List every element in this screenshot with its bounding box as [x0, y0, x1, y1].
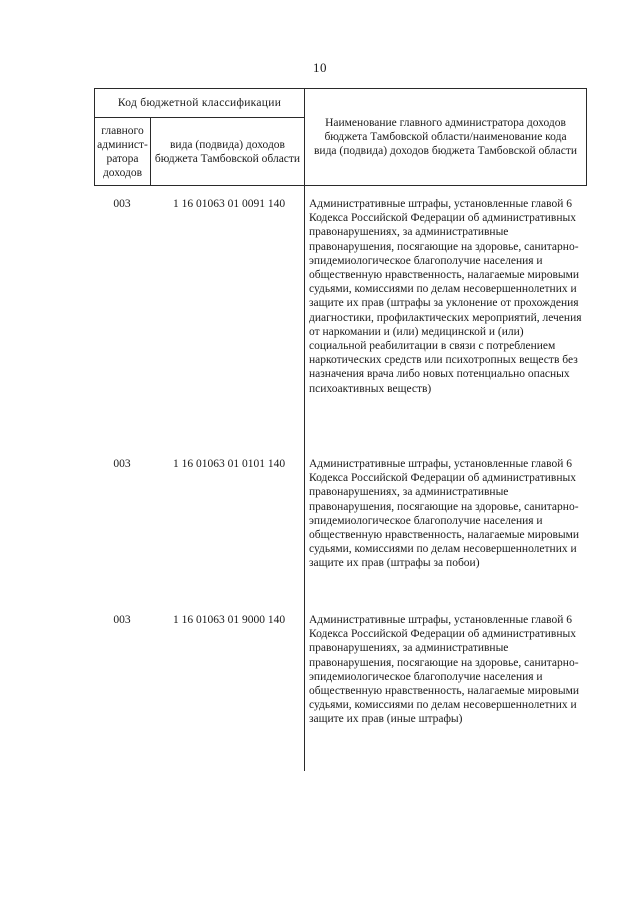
revenue-code-cell: 1 16 01063 01 0091 140 [172, 198, 286, 210]
name-column-divider [304, 186, 305, 771]
header-budget-classification-code: Код бюджетной классификации [95, 89, 305, 118]
admin-code-cell: 003 [113, 614, 131, 626]
header-code-column: вида (подвида) доходов бюджета Тамбовской области [151, 118, 305, 186]
page-number: 10 [313, 60, 327, 75]
classification-table-header [94, 88, 587, 186]
revenue-code-cell: 1 16 01063 01 9000 140 [172, 614, 286, 626]
admin-code-cell: 003 [113, 198, 131, 210]
revenue-code-cell: 1 16 01063 01 0101 140 [172, 458, 286, 470]
revenue-name-cell: Административные штрафы, установленные главой 6 Кодекса Российской Федерации об административных правонарушениях, за административные правонарушения, посягающие на здоровье, санитарно-эпидемиологическое благополучие населения и общественную нравственность, налагаемые мировыми судьями, комиссиями по делам несовершеннолетних и защите их прав (штрафы за побои) [309, 458, 580, 570]
header-admin-column: главного админист-ратора доходов [95, 118, 151, 186]
admin-code-cell: 003 [113, 458, 131, 470]
revenue-name-cell: Административные штрафы, установленные главой 6 Кодекса Российской Федерации об административных правонарушениях, за административные правонарушения, посягающие на здоровье, санитарно-эпидемиологическое благополучие населения и общественную нравственность, налагаемые мировыми судьями, комиссиями по делам несовершеннолетних и защите их прав (штрафы за уклонение от прохождения диагностики, профилактических мероприятий, лечения от наркомании и (или) медицинской и (или) социальной реабилитации в связи с потреблением наркотических средств или психотропных веществ без назначения врача либо новых потенциально опасных психоактивных веществ) [309, 198, 582, 395]
header-name-column: Наименование главного администратора доходов бюджета Тамбовской области/наименование кода вида (подвида) доходов бюджета Тамбовской области [305, 89, 587, 186]
revenue-name-cell: Административные штрафы, установленные главой 6 Кодекса Российской Федерации об административных правонарушениях, за административные правонарушения, посягающие на здоровье, санитарно-эпидемиологическое благополучие населения и общественную нравственность, налагаемые мировыми судьями, комиссиями по делам несовершеннолетних и защите их прав (иные штрафы) [309, 614, 580, 726]
